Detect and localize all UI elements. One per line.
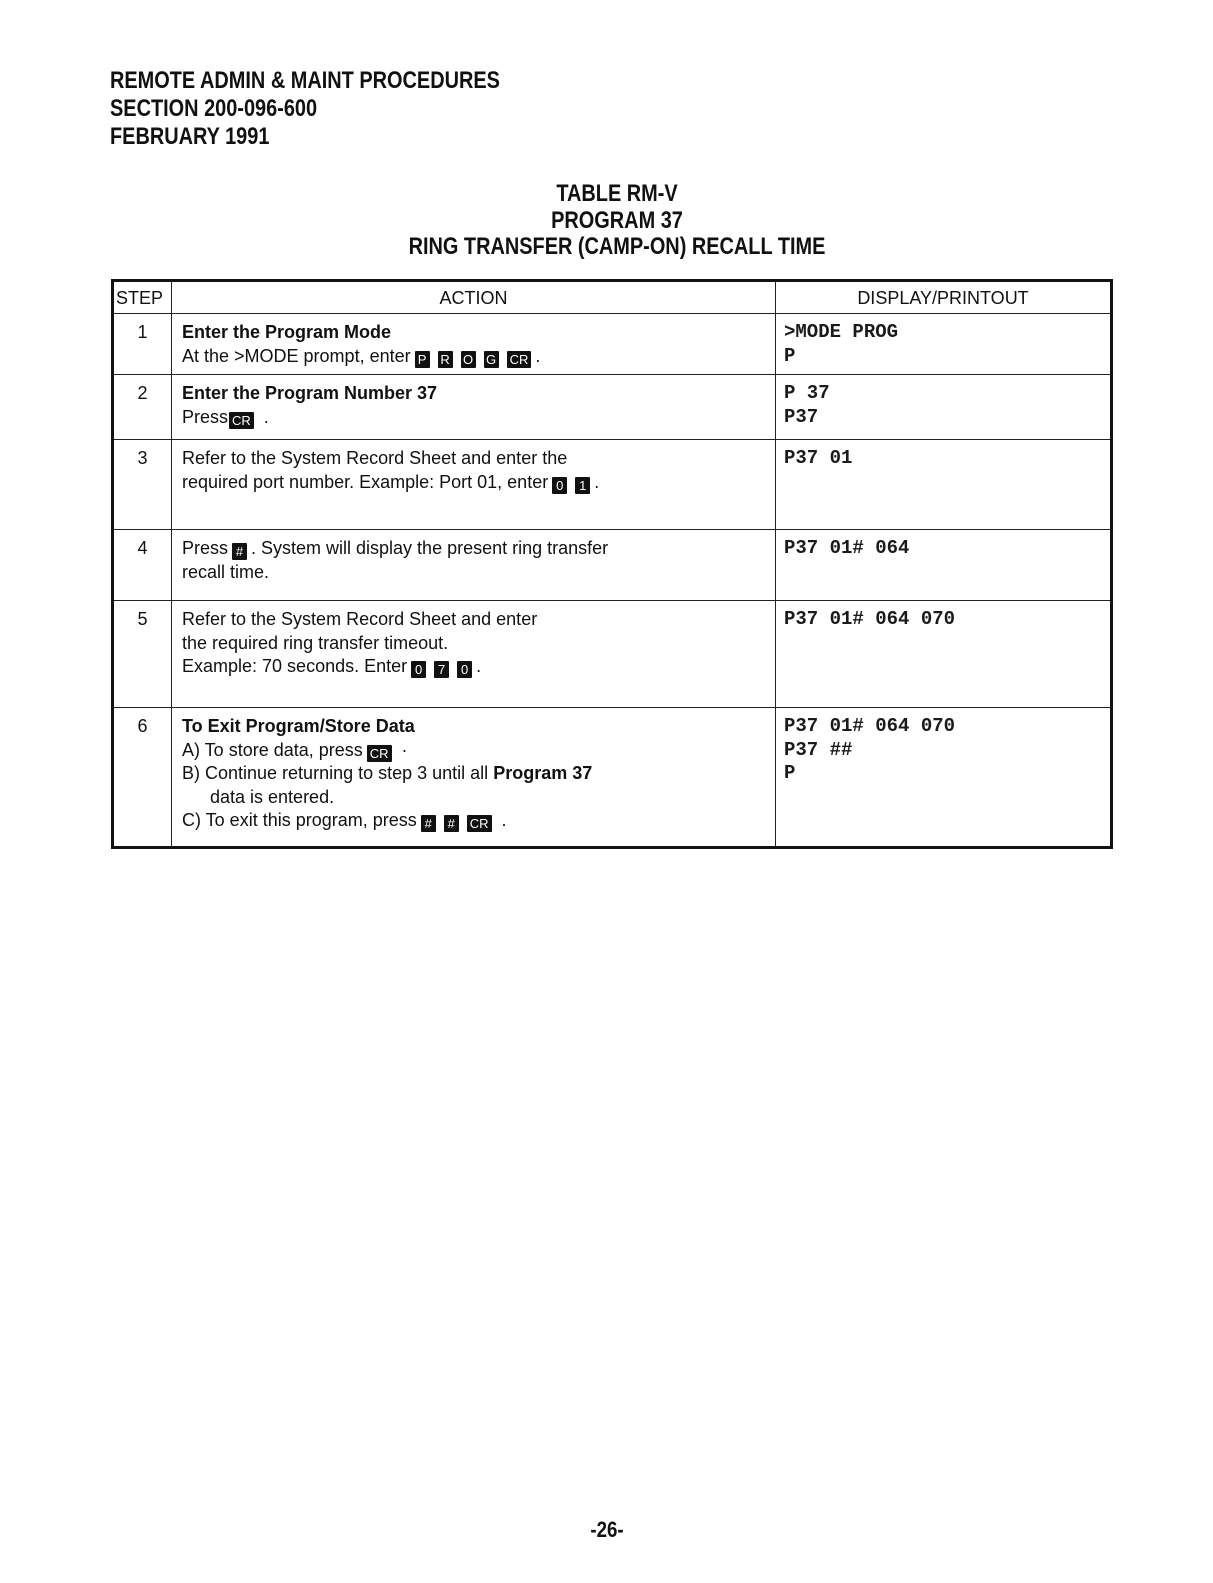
procedure-table bbox=[111, 279, 1113, 849]
action-end: . bbox=[476, 656, 482, 676]
display-line: P37 01# 064 070 bbox=[784, 715, 956, 737]
action-heading: To Exit Program/Store Data bbox=[182, 716, 415, 736]
action-line bbox=[182, 471, 775, 495]
key-cap: # bbox=[232, 543, 247, 560]
key-cap: 7 bbox=[434, 661, 449, 678]
header-date: FEBRUARY 1991 bbox=[110, 123, 270, 150]
display-line: P bbox=[784, 762, 796, 784]
action-heading: Enter the Program Mode bbox=[182, 322, 392, 342]
document-header bbox=[110, 67, 500, 151]
display-line: P 37 bbox=[784, 382, 830, 404]
action-line bbox=[182, 809, 775, 833]
action-line bbox=[182, 406, 775, 430]
action-text: Press bbox=[182, 538, 229, 558]
column-header-display: DISPLAY/PRINTOUT bbox=[857, 288, 1029, 308]
action-line: Refer to the System Record Sheet and enter bbox=[182, 609, 538, 629]
action-line bbox=[182, 655, 775, 679]
action-text: C) To exit this program, press bbox=[182, 810, 417, 830]
display-line: P bbox=[784, 344, 796, 367]
action-line bbox=[182, 739, 775, 763]
action-cell bbox=[172, 375, 776, 439]
action-text: . System will display the present ring transfer bbox=[251, 538, 609, 558]
action-heading: Enter the Program Number 37 bbox=[182, 383, 438, 403]
action-end: . bbox=[594, 471, 600, 492]
key-cap: CR bbox=[229, 412, 254, 429]
action-end: . bbox=[501, 810, 507, 830]
display-line: P37 01# 064 bbox=[784, 537, 910, 559]
action-cell bbox=[172, 314, 776, 374]
key-cap: CR bbox=[367, 745, 392, 762]
display-line: P37 01 bbox=[784, 447, 853, 469]
key-cap: 0 bbox=[411, 661, 426, 678]
action-line bbox=[182, 345, 775, 369]
action-text: B) Continue returning to step 3 until all bbox=[182, 763, 494, 783]
key-cap: # bbox=[421, 815, 436, 832]
action-text: Press bbox=[182, 406, 229, 427]
table-row bbox=[114, 708, 1110, 846]
display-cell bbox=[776, 314, 1110, 374]
action-text: A) To store data, press bbox=[182, 739, 363, 760]
display-line: P37 ## bbox=[784, 738, 853, 761]
table-row bbox=[114, 314, 1110, 375]
step-number: 4 bbox=[114, 530, 172, 600]
action-text: At the >MODE prompt, enter bbox=[182, 345, 411, 366]
key-cap: CR bbox=[507, 351, 532, 368]
page-number: -26- bbox=[590, 1517, 624, 1542]
step-number: 3 bbox=[114, 440, 172, 529]
action-line bbox=[182, 762, 775, 786]
action-text: Example: 70 seconds. Enter bbox=[182, 656, 408, 676]
action-cell bbox=[172, 601, 776, 707]
step-number: 2 bbox=[114, 375, 172, 439]
key-cap: G bbox=[484, 351, 499, 368]
key-cap: CR bbox=[467, 815, 492, 832]
table-header-row bbox=[114, 282, 1110, 314]
display-cell bbox=[776, 708, 1110, 846]
display-line: >MODE PROG bbox=[784, 321, 899, 343]
key-cap: O bbox=[461, 351, 476, 368]
key-cap: P bbox=[415, 351, 430, 368]
table-row bbox=[114, 601, 1110, 708]
step-number: 5 bbox=[114, 601, 172, 707]
table-number: TABLE RM-V bbox=[556, 180, 678, 207]
key-cap: # bbox=[444, 815, 459, 832]
action-line: the required ring transfer timeout. bbox=[182, 632, 449, 653]
action-cell bbox=[172, 708, 776, 846]
step-number: 1 bbox=[114, 314, 172, 374]
program-name: RING TRANSFER (CAMP-ON) RECALL TIME bbox=[408, 233, 826, 260]
action-line: recall time. bbox=[182, 561, 270, 582]
display-cell bbox=[776, 601, 1110, 707]
header-section: SECTION 200-096-600 bbox=[110, 95, 318, 122]
action-cell bbox=[172, 440, 776, 529]
key-cap: R bbox=[438, 351, 453, 368]
table-row bbox=[114, 530, 1110, 601]
display-line: P37 bbox=[784, 405, 819, 428]
column-header-step: STEP bbox=[114, 282, 172, 313]
action-line: Refer to the System Record Sheet and enter the bbox=[182, 448, 568, 468]
display-cell bbox=[776, 375, 1110, 439]
key-cap: 0 bbox=[457, 661, 472, 678]
header-title: REMOTE ADMIN & MAINT PROCEDURES bbox=[110, 67, 500, 94]
display-cell bbox=[776, 440, 1110, 529]
table-row bbox=[114, 375, 1110, 440]
key-cap: 0 bbox=[552, 477, 567, 494]
column-header-action: ACTION bbox=[172, 282, 776, 313]
action-emphasis: Program 37 bbox=[493, 763, 593, 783]
action-line: data is entered. bbox=[210, 786, 335, 807]
program-number: PROGRAM 37 bbox=[551, 206, 683, 234]
display-cell bbox=[776, 530, 1110, 600]
key-cap: 1 bbox=[575, 477, 590, 494]
display-line: P37 01# 064 070 bbox=[784, 608, 956, 630]
action-line bbox=[182, 537, 775, 561]
action-text: required port number. Example: Port 01, enter bbox=[182, 471, 549, 492]
action-end: . bbox=[535, 345, 541, 366]
action-end: · bbox=[401, 739, 408, 760]
table-title bbox=[368, 181, 866, 261]
action-cell bbox=[172, 530, 776, 600]
table-row bbox=[114, 440, 1110, 530]
action-end: . bbox=[263, 406, 269, 427]
step-number: 6 bbox=[114, 708, 172, 846]
